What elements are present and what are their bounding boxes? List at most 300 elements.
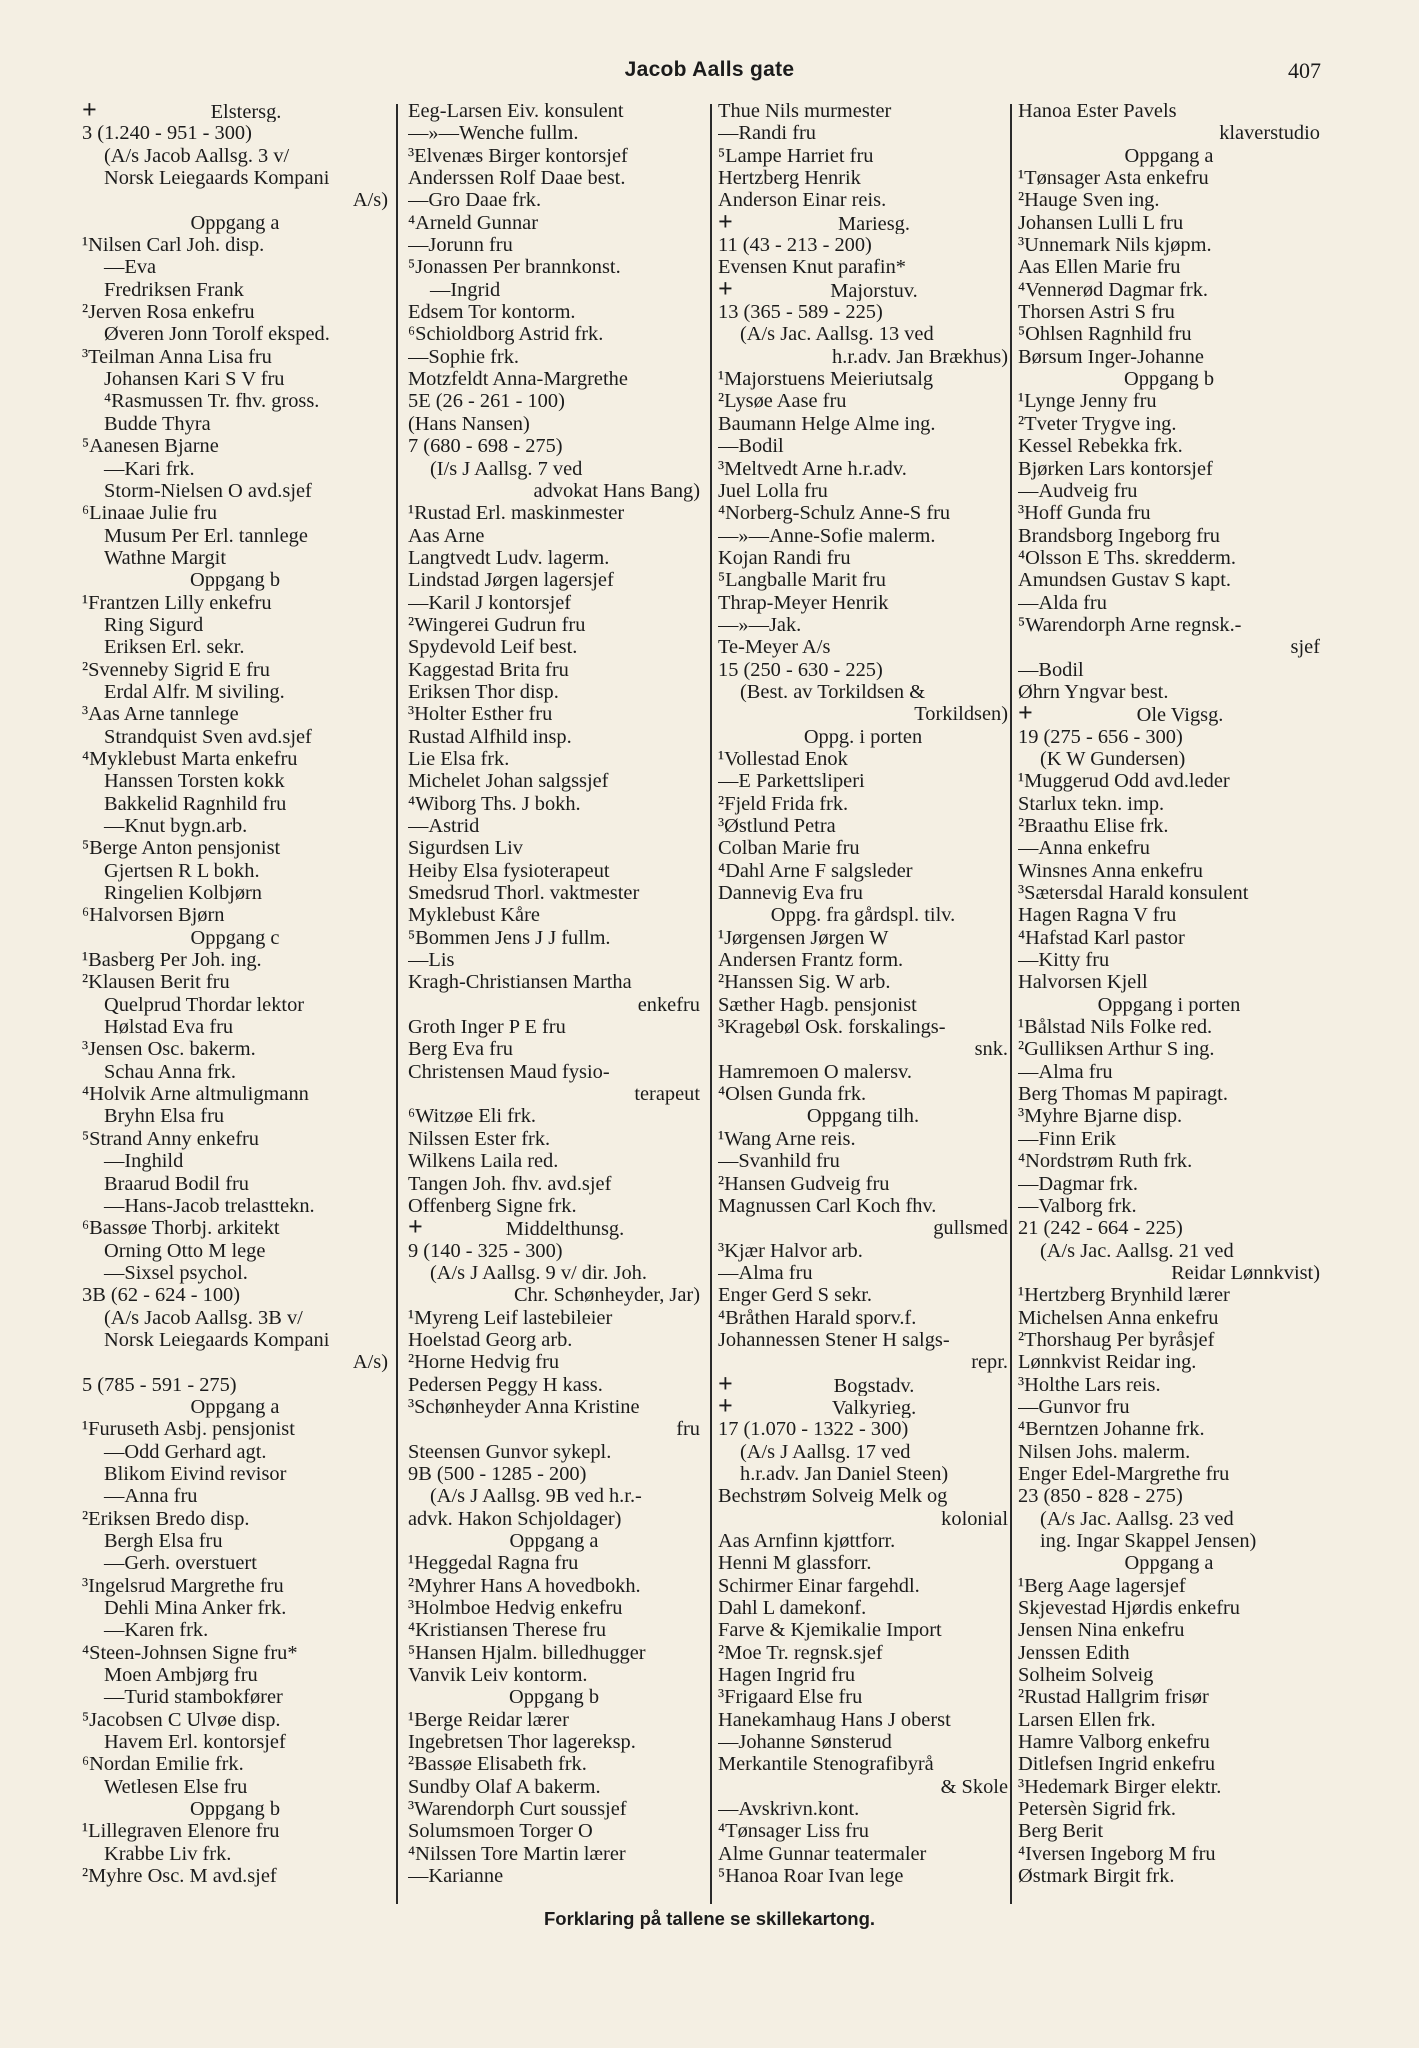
directory-entry: —»—Jak. (718, 613, 802, 636)
directory-entry: ¹Basberg Per Joh. ing. (82, 949, 262, 972)
directory-entry: ²Horne Hedvig fru (408, 1351, 560, 1374)
directory-entry: ³Schønheyder Anna Kristine (408, 1395, 640, 1418)
directory-entry: ⁶Schioldborg Astrid frk. (408, 323, 604, 346)
cross-street-label: Elstersg. (210, 101, 282, 123)
directory-entry: ²Moe Tr. regnsk.sjef (718, 1641, 883, 1664)
directory-entry: ⁴Myklebust Marta enkefru (82, 747, 298, 770)
directory-entry: Groth Inger P E fru (408, 1016, 566, 1039)
street-crossing (1018, 703, 1320, 725)
directory-entry: Jensen Nina enkefru (1018, 1619, 1185, 1642)
directory-entry: Aas Arnfinn kjøttforr. (718, 1530, 896, 1552)
directory-entry: ⁴Kristiansen Therese fru (408, 1619, 607, 1642)
entrance-heading: Oppgang a (1124, 1552, 1214, 1575)
directory-entry: ³Hoff Gunda fru (1018, 502, 1151, 525)
directory-entry: repr. (971, 1351, 1008, 1374)
directory-entry: Erdal Alfr. M siviling. (104, 680, 285, 703)
directory-entry: (K W Gundersen) (1040, 747, 1186, 770)
street-crossing (718, 1396, 1008, 1418)
directory-entry: ¹Rustad Erl. maskinmester (408, 502, 625, 525)
directory-entry: ³Jensen Osc. bakerm. (82, 1038, 256, 1061)
directory-entry: ³Ingelsrud Margrethe fru (82, 1574, 284, 1597)
directory-entry: Motzfeldt Anna-Margrethe (408, 368, 628, 391)
directory-entry: ⁴Steen-Johnsen Signe fru* (82, 1641, 298, 1664)
directory-entry: —Bodil (718, 435, 784, 458)
directory-entry: ⁴Hafstad Karl pastor (1018, 926, 1185, 949)
directory-entry: —Alma fru (1018, 1060, 1113, 1083)
directory-entry: Hagen Ragna V fru (1018, 904, 1177, 927)
directory-entry: —Lis (408, 949, 455, 972)
directory-entry: Eriksen Thor disp. (408, 680, 559, 703)
directory-entry: ⁴Nilssen Tore Martin lærer (408, 1842, 626, 1865)
directory-entry: Kragh-Christiansen Martha (408, 971, 632, 994)
directory-entry: Schau Anna frk. (104, 1060, 236, 1083)
directory-entry: —Karen frk. (104, 1619, 209, 1642)
directory-entry: ⁴Norberg-Schulz Anne-S fru (718, 502, 951, 525)
directory-entry: 21 (242 - 664 - 225) (1018, 1217, 1183, 1240)
directory-entry: Skjevestad Hjørdis enkefru (1018, 1597, 1240, 1620)
directory-entry: ³Meltvedt Arne h.r.adv. (718, 457, 907, 480)
directory-entry: —E Parkettsliperi (718, 770, 865, 793)
directory-entry: ⁴Wiborg Ths. J bokh. (408, 792, 581, 815)
directory-entry: Petersèn Sigrid frk. (1018, 1798, 1176, 1821)
directory-entry: ⁵Lampe Harriet fru (718, 144, 874, 167)
directory-entry: Alme Gunnar teatermaler (718, 1842, 927, 1865)
directory-entry: h.r.adv. Jan Brækhus) (832, 345, 1008, 368)
directory-entry: 17 (1.070 - 1322 - 300) (718, 1418, 909, 1441)
directory-entry: —Alda fru (1018, 591, 1107, 614)
directory-entry: —Svanhild fru (718, 1150, 840, 1173)
directory-entry: ⁴Tønsager Liss fru (718, 1820, 869, 1843)
directory-entry: —Inghild (104, 1150, 184, 1173)
directory-entry: (A/s Jac. Aallsg. 23 ved (1040, 1507, 1234, 1530)
directory-entry: ²Wingerei Gudrun fru (408, 613, 586, 636)
directory-entry: Kessel Rebekka frk. (1018, 435, 1183, 458)
entrance-heading: Oppgang a (190, 1395, 280, 1418)
directory-entry: (A/s J Aallsg. 9B ved h.r.- (430, 1485, 642, 1508)
directory-entry: ¹Heggedal Ragna fru (408, 1552, 579, 1575)
street-crossing (718, 1374, 1008, 1396)
directory-entry: (A/s Jacob Aallsg. 3B v/ (104, 1306, 303, 1329)
directory-entry: Ring Sigurd (104, 613, 204, 636)
directory-entry: ³Myhre Bjarne disp. (1018, 1105, 1183, 1128)
directory-entry: (A/s J Aallsg. 17 ved (740, 1440, 911, 1463)
directory-entry: A/s) (352, 1351, 388, 1374)
directory-entry: Halvorsen Kjell (1018, 971, 1148, 994)
directory-entry: ²Hansen Gudveig fru (718, 1172, 890, 1195)
directory-entry: 5 (785 - 591 - 275) (82, 1373, 237, 1396)
directory-entry: ¹Majorstuens Meieriutsalg (718, 368, 934, 391)
directory-entry: 7 (680 - 698 - 275) (408, 435, 563, 458)
directory-entry: —Hans-Jacob trelasttekn. (104, 1194, 315, 1217)
directory-entry: ⁴Berntzen Johanne frk. (1018, 1418, 1205, 1441)
street-crossing (82, 100, 388, 122)
directory-entry: —Sophie frk. (408, 345, 520, 368)
cross-street-label: Majorstuv. (830, 279, 918, 302)
directory-entry: Larsen Ellen frk. (1018, 1708, 1156, 1731)
directory-entry: ⁵Hanoa Roar Ivan lege (718, 1865, 904, 1888)
directory-entry: Langtvedt Ludv. lagerm. (408, 546, 610, 569)
directory-entry: ⁵Jonassen Per brannkonst. (408, 256, 621, 279)
directory-entry: ⁵Jacobsen C Ulvøe disp. (82, 1708, 281, 1731)
directory-entry: Hamremoen O malersv. (718, 1060, 913, 1083)
directory-entry: 9B (500 - 1285 - 200) (408, 1462, 587, 1485)
directory-entry: Dahl L damekonf. (718, 1597, 867, 1620)
directory-entry: Børsum Inger-Johanne (1018, 345, 1204, 368)
directory-entry: Berg Thomas M papiragt. (1018, 1083, 1228, 1106)
directory-entry: ¹Muggerud Odd avd.leder (1018, 770, 1230, 793)
cross-street-marker: + (1018, 703, 1033, 726)
directory-entry: Hanssen Torsten kokk (104, 770, 285, 793)
directory-entry: Sæther Hagb. pensjonist (718, 993, 917, 1016)
directory-entry: ²Myhre Osc. M avd.sjef (82, 1865, 277, 1888)
entrance-heading: Oppg. fra gårdspl. tilv. (770, 904, 956, 927)
directory-entry: Hoelstad Georg arb. (408, 1328, 573, 1351)
directory-entry: ¹Frantzen Lilly enkefru (82, 591, 272, 614)
directory-entry: Hamre Valborg enkefru (1018, 1731, 1210, 1754)
directory-entry: Blikom Eivind revisor (104, 1462, 287, 1485)
cross-street-label: Middelthunsg. (505, 1218, 625, 1240)
directory-entry: Øveren Jonn Torolf eksped. (104, 323, 330, 346)
street-crossing (408, 1217, 700, 1239)
directory-entry: Offenberg Signe frk. (408, 1194, 577, 1217)
directory-entry: Brandsborg Ingeborg fru (1018, 524, 1220, 547)
directory-entry: ³Warendorph Curt soussjef (408, 1798, 627, 1821)
entrance-heading: Oppgang a (1124, 144, 1214, 167)
directory-entry: —Gunvor fru (1018, 1395, 1130, 1418)
directory-entry: ³Sætersdal Harald konsulent (1018, 882, 1249, 905)
directory-entry: Magnussen Carl Koch fhv. (718, 1194, 937, 1217)
directory-entry: ¹Wang Arne reis. (718, 1127, 856, 1150)
directory-entry: ²Myhrer Hans A hovedbokh. (408, 1574, 641, 1597)
entrance-heading: Oppgang b (189, 569, 281, 592)
directory-entry: ⁵Langballe Marit fru (718, 569, 886, 592)
directory-entry: Colban Marie fru (718, 837, 860, 860)
directory-entry: Heiby Elsa fysioterapeut (408, 859, 610, 882)
directory-entry: —Gerh. overstuert (104, 1552, 257, 1575)
directory-entry: Anderssen Rolf Daae best. (408, 167, 626, 190)
directory-entry: Bakkelid Ragnhild fru (104, 792, 287, 815)
directory-entry: Kojan Randi fru (718, 546, 851, 569)
directory-entry: ²Svenneby Sigrid E fru (82, 658, 270, 681)
directory-entry: ²Hanssen Sig. W arb. (718, 971, 891, 994)
directory-entry: Eeg-Larsen Eiv. konsulent (408, 100, 624, 122)
directory-entry: Sundby Olaf A bakerm. (408, 1775, 601, 1798)
directory-entry: —Turid stambokfører (104, 1686, 283, 1709)
directory-entry: ⁶Linaae Julie fru (82, 502, 218, 525)
directory-entry: Pedersen Peggy H kass. (408, 1373, 603, 1396)
cross-street-marker: + (718, 1373, 733, 1396)
directory-column-3 (718, 100, 1008, 1888)
directory-entry: Norsk Leiegaards Kompani (104, 167, 330, 190)
directory-entry: Torkildsen) (914, 703, 1008, 726)
directory-entry: Braarud Bodil fru (104, 1172, 249, 1195)
directory-entry: Rustad Alfhild insp. (408, 725, 572, 748)
entrance-heading: Oppgang b (508, 1686, 600, 1709)
directory-entry: Tangen Joh. fhv. avd.sjef (408, 1172, 612, 1195)
directory-entry: 23 (850 - 828 - 275) (1018, 1485, 1183, 1508)
directory-entry: Michelsen Anna enkefru (1018, 1306, 1219, 1329)
directory-entry: Dannevig Eva fru (718, 882, 863, 905)
directory-entry: Musum Per Erl. tannlege (104, 524, 308, 547)
directory-entry: ⁵Berge Anton pensjonist (82, 837, 281, 860)
directory-entry: Lindstad Jørgen lagersjef (408, 569, 614, 592)
directory-entry: fru (676, 1418, 700, 1441)
directory-entry: 3 (1.240 - 951 - 300) (82, 122, 252, 145)
directory-entry: Starlux tekn. imp. (1018, 792, 1165, 815)
directory-entry: Bryhn Elsa fru (104, 1105, 225, 1128)
entrance-heading: Oppgang b (189, 1798, 281, 1821)
directory-entry: Kaggestad Brita fru (408, 658, 569, 681)
directory-entry: —Kitty fru (1018, 949, 1110, 972)
directory-entry: —Karianne (408, 1865, 504, 1888)
directory-entry: —Sixsel psychol. (104, 1261, 248, 1284)
directory-entry: ⁴Dahl Arne F salgsleder (718, 859, 913, 882)
directory-entry: ⁴Holvik Arne altmuligmann (82, 1083, 309, 1106)
directory-entry: advk. Hakon Schjoldager) (408, 1507, 622, 1530)
directory-entry: ³Holmboe Hedvig enkefru (408, 1597, 623, 1620)
directory-entry: —Valborg frk. (1018, 1194, 1137, 1217)
directory-entry: —Odd Gerhard agt. (104, 1440, 267, 1463)
directory-entry: ³Aas Arne tannlege (82, 703, 239, 726)
directory-entry: ²Jerven Rosa enkefru (82, 301, 255, 324)
directory-entry: Andersen Frantz form. (718, 949, 904, 972)
directory-entry: Thorsen Astri S fru (1018, 301, 1175, 324)
directory-entry: Nilssen Ester frk. (408, 1127, 551, 1150)
directory-entry: Michelet Johan salgssjef (408, 770, 609, 793)
directory-entry: Myklebust Kåre (408, 904, 540, 927)
entrance-heading: Oppgang c (190, 926, 280, 949)
directory-entry: ing. Ingar Skappel Jensen) (1040, 1530, 1257, 1552)
directory-entry: Thrap-Meyer Henrik (718, 591, 889, 614)
column-divider (1010, 104, 1012, 1904)
directory-entry: Hanoa Ester Pavels (1018, 100, 1177, 122)
cross-street-marker: + (718, 278, 733, 302)
directory-entry: Berg Eva fru (408, 1038, 513, 1061)
directory-entry: ³Teilman Anna Lisa fru (82, 345, 272, 368)
page-number: 407 (1288, 58, 1321, 83)
directory-entry: 15 (250 - 630 - 225) (718, 658, 883, 681)
directory-entry: ⁴Nordstrøm Ruth frk. (1018, 1150, 1193, 1173)
cross-street-marker: + (718, 1395, 733, 1419)
directory-entry: 3B (62 - 624 - 100) (82, 1284, 241, 1307)
directory-entry: Ditlefsen Ingrid enkefru (1018, 1753, 1216, 1776)
directory-entry: Thue Nils murmester (718, 100, 892, 122)
directory-entry: ⁶Witzøe Eli frk. (408, 1105, 537, 1128)
directory-entry: Strandquist Sven avd.sjef (104, 725, 312, 748)
directory-entry: ³Holthe Lars reis. (1018, 1373, 1161, 1396)
directory-entry: Schirmer Einar fargehdl. (718, 1574, 920, 1597)
directory-entry: 5E (26 - 261 - 100) (408, 390, 565, 413)
directory-entry: Hølstad Eva fru (104, 1016, 234, 1039)
cross-street-marker: + (718, 211, 733, 235)
directory-entry: Wetlesen Else fru (104, 1775, 248, 1798)
directory-entry: ¹Berge Reidar lærer (408, 1708, 569, 1731)
directory-entry: ⁴Arneld Gunnar (408, 211, 538, 234)
directory-entry: —Eva (104, 256, 157, 279)
cross-street-label: Mariesg. (838, 212, 910, 235)
directory-entry: Norsk Leiegaards Kompani (104, 1328, 330, 1351)
directory-entry: ³Kragebøl Osk. forskalings- (718, 1016, 946, 1039)
directory-entry: ²Bassøe Elisabeth frk. (408, 1753, 587, 1776)
directory-entry: Lønnkvist Reidar ing. (1018, 1351, 1197, 1374)
cross-street-label: Bogstadv. (833, 1374, 915, 1396)
directory-entry: Bjørken Lars kontorsjef (1018, 457, 1213, 480)
directory-entry: Dehli Mina Anker frk. (104, 1597, 287, 1620)
directory-entry: Baumann Helge Alme ing. (718, 412, 936, 435)
directory-entry: Te-Meyer A/s (718, 636, 831, 659)
directory-entry: Havem Erl. kontorsjef (104, 1731, 286, 1754)
cross-street-marker: + (408, 1217, 423, 1240)
directory-entry: Budde Thyra (104, 412, 211, 435)
directory-entry: —Knut bygn.arb. (104, 815, 248, 837)
directory-entry: ⁵Strand Anny enkefru (82, 1127, 259, 1150)
directory-entry: ⁵Bommen Jens J J fullm. (408, 926, 611, 949)
directory-entry: ⁶Halvorsen Bjørn (82, 904, 225, 927)
directory-entry: ³Hedemark Birger elektr. (1018, 1775, 1222, 1798)
directory-entry: Merkantile Stenografibyrå (718, 1753, 934, 1776)
directory-entry: ²Tveter Trygve ing. (1018, 412, 1177, 435)
directory-entry: Hertzberg Henrik (718, 167, 861, 190)
cross-street-label: Ole Vigsg. (1136, 704, 1224, 726)
directory-entry: Eriksen Erl. sekr. (104, 636, 245, 659)
directory-entry: —Bodil (1018, 658, 1084, 681)
directory-entry: ²Braathu Elise frk. (1018, 815, 1169, 837)
directory-entry: ²Klausen Berit fru (82, 971, 230, 994)
street-crossing (718, 279, 1008, 301)
directory-entry: Jenssen Edith (1018, 1641, 1130, 1664)
directory-entry: Sigurdsen Liv (408, 837, 523, 860)
directory-entry: Bechstrøm Solveig Melk og (718, 1485, 948, 1508)
directory-entry: Moen Ambjørg fru (104, 1664, 258, 1687)
directory-entry: gullsmed (933, 1217, 1008, 1240)
directory-entry: Anderson Einar reis. (718, 189, 887, 212)
directory-entry: —Gro Daae frk. (408, 189, 542, 212)
directory-entry: ⁵Warendorph Arne regnsk.- (1018, 613, 1242, 636)
directory-entry: ²Rustad Hallgrim frisør (1018, 1686, 1209, 1709)
directory-entry: ²Fjeld Frida frk. (718, 792, 849, 815)
directory-entry: ⁴Olsen Gunda frk. (718, 1083, 867, 1106)
directory-entry: ²Gulliksen Arthur S ing. (1018, 1038, 1215, 1061)
entrance-heading: Oppgang tilh. (806, 1105, 920, 1128)
directory-entry: —Karil J kontorsjef (408, 591, 572, 614)
directory-entry: Fredriksen Frank (104, 278, 244, 301)
directory-entry: ¹Vollestad Enok (718, 747, 848, 770)
directory-entry: Johansen Lulli L fru (1018, 211, 1184, 234)
directory-entry: ¹Nilsen Carl Joh. disp. (82, 234, 265, 257)
directory-entry: Solheim Solveig (1018, 1664, 1154, 1687)
directory-entry: —Kari frk. (104, 457, 195, 480)
directory-entry: Vanvik Leiv kontorm. (408, 1664, 588, 1687)
directory-entry: ¹Jørgensen Jørgen W (718, 926, 889, 949)
directory-entry: —Johanne Sønsterud (718, 1731, 892, 1754)
directory-entry: —Finn Erik (1018, 1127, 1116, 1150)
directory-entry: Steensen Gunvor sykepl. (408, 1440, 612, 1463)
entrance-heading: Oppg. i porten (803, 725, 923, 748)
directory-entry: Spydevold Leif best. (408, 636, 578, 659)
directory-entry: Wathne Margit (104, 546, 226, 569)
directory-entry: 19 (275 - 656 - 300) (1018, 725, 1183, 748)
directory-entry: Solumsmoen Torger O (408, 1820, 593, 1843)
footer-note: Forklaring på tallene se skillekartong. (543, 1908, 876, 1929)
directory-entry: (A/s J Aallsg. 9 v/ dir. Joh. (430, 1261, 647, 1284)
directory-entry: Edsem Tor kontorm. (408, 301, 576, 324)
directory-entry: ⁴Iversen Ingeborg M fru (1018, 1842, 1216, 1865)
directory-entry: ¹Furuseth Asbj. pensjonist (82, 1418, 295, 1441)
directory-entry: —»—Anne-Sofie malerm. (718, 524, 936, 547)
directory-entry: —Randi fru (718, 122, 816, 145)
directory-entry: ⁶Nordan Emilie frk. (82, 1753, 244, 1776)
directory-entry: ²Hauge Sven ing. (1018, 189, 1160, 212)
directory-entry: ²Lysøe Aase fru (718, 390, 847, 413)
directory-entry: ³Unnemark Nils kjøpm. (1018, 234, 1212, 257)
directory-entry: Berg Berit (1018, 1820, 1104, 1843)
directory-entry: Amundsen Gustav S kapt. (1018, 569, 1231, 592)
directory-entry: ⁴Olsson E Ths. skredderm. (1018, 546, 1236, 569)
directory-entry: ⁵Aanesen Bjarne (82, 435, 219, 458)
directory-entry: ²Thorshaug Per byråsjef (1018, 1328, 1215, 1351)
directory-entry: ¹Berg Aage lagersjef (1018, 1574, 1186, 1597)
directory-entry: Enger Gerd S sekr. (718, 1284, 873, 1307)
entrance-heading: Oppgang i porten (1097, 993, 1241, 1016)
directory-entry: ⁴Rasmussen Tr. fhv. gross. (104, 390, 320, 413)
directory-entry: ³Holter Esther fru (408, 703, 553, 726)
directory-entry: ¹Myreng Leif lastebileier (408, 1306, 613, 1329)
directory-entry: ¹Lillegraven Elenore fru (82, 1820, 280, 1843)
directory-entry: Johannessen Stener H salgs- (718, 1328, 950, 1351)
directory-entry: Henni M glassforr. (718, 1552, 872, 1575)
directory-entry: Storm-Nielsen O avd.sjef (104, 479, 312, 502)
directory-entry: ¹Lynge Jenny fru (1018, 390, 1157, 413)
directory-entry: (A/s Jac. Aallsg. 13 ved (740, 323, 934, 346)
directory-entry: ⁴Vennerød Dagmar frk. (1018, 278, 1208, 301)
directory-entry: Øhrn Yngvar best. (1018, 680, 1169, 703)
directory-entry: —Dagmar frk. (1018, 1172, 1139, 1195)
directory-entry: Østmark Birgit frk. (1018, 1865, 1175, 1888)
directory-entry: —Anna enkefru (1018, 837, 1150, 860)
directory-entry: ³Østlund Petra (718, 815, 836, 837)
directory-entry: ⁴Bråthen Harald sporv.f. (718, 1306, 917, 1329)
directory-entry: Johansen Kari S V fru (104, 368, 285, 391)
directory-entry: Krabbe Liv frk. (104, 1842, 232, 1865)
directory-entry: A/s) (352, 189, 388, 212)
directory-entry: Enger Edel-Margrethe fru (1018, 1462, 1230, 1485)
directory-entry: ⁵Hansen Hjalm. billedhugger (408, 1641, 646, 1664)
directory-entry: Gjertsen R L bokh. (104, 859, 260, 882)
directory-entry: enkefru (637, 993, 700, 1016)
directory-entry: Bergh Elsa fru (104, 1530, 223, 1552)
directory-entry: (A/s Jac. Aallsg. 21 ved (1040, 1239, 1234, 1262)
directory-entry: h.r.adv. Jan Daniel Steen) (740, 1462, 949, 1485)
directory-entry: sjef (1290, 636, 1320, 659)
directory-entry: Reidar Lønnkvist) (1171, 1261, 1320, 1284)
directory-entry: —Alma fru (718, 1261, 813, 1284)
directory-entry: 13 (365 - 589 - 225) (718, 301, 883, 324)
directory-column-4 (1018, 100, 1320, 1888)
directory-entry: ¹Tønsager Asta enkefru (1018, 167, 1209, 190)
directory-entry: ³Kjær Halvor arb. (718, 1239, 863, 1262)
entrance-heading: Oppgang a (190, 211, 280, 234)
directory-entry: Aas Ellen Marie fru (1018, 256, 1181, 279)
directory-entry: Quelprud Thordar lektor (104, 993, 305, 1016)
cross-street-label: Valkyrieg. (831, 1396, 917, 1419)
directory-entry: Smedsrud Thorl. vaktmester (408, 882, 640, 905)
directory-entry: ³Frigaard Else fru (718, 1686, 863, 1709)
directory-entry: ¹Hertzberg Brynhild lærer (1018, 1284, 1230, 1307)
directory-entry: Wilkens Laila red. (408, 1150, 559, 1173)
entrance-heading: Oppgang b (1123, 368, 1215, 391)
directory-entry: ⁶Bassøe Thorbj. arkitekt (82, 1217, 280, 1240)
directory-column-2 (408, 100, 700, 1888)
